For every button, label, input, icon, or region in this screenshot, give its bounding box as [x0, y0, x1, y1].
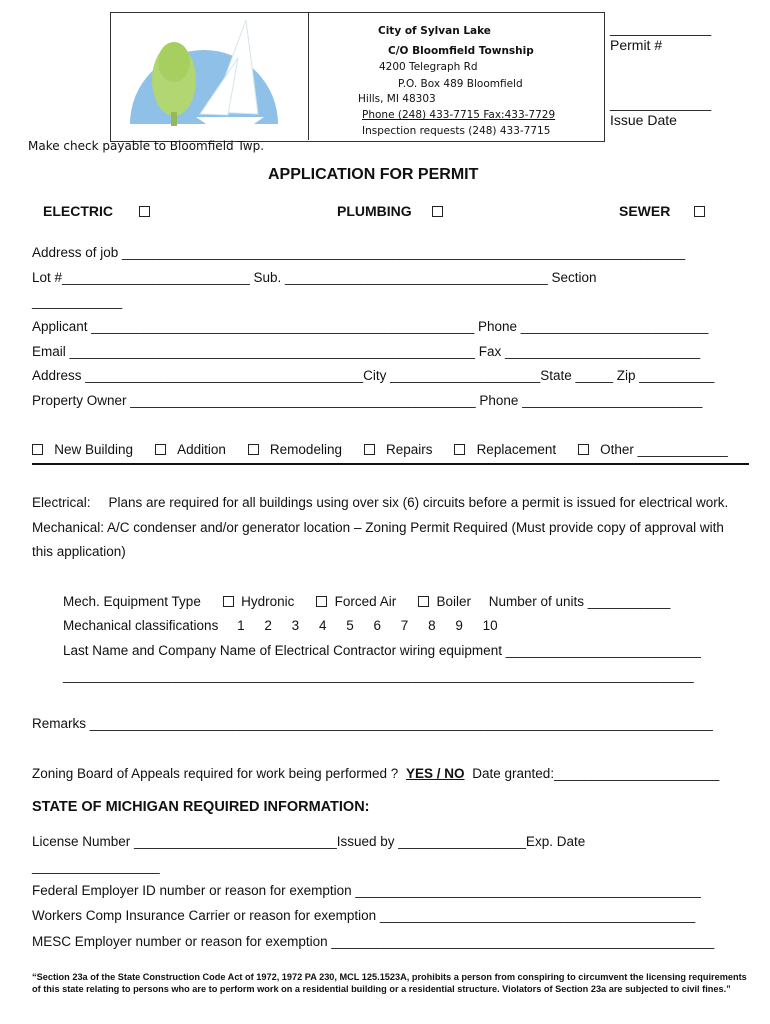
co-line: C/O Bloomfield Township [388, 45, 534, 57]
form-title: APPLICATION FOR PERMIT [268, 166, 479, 183]
section-23a-footnote: “Section 23a of the State Construction Code Act of 1972, 1972 PA 230, MCL 125.1523A, prohibits a person from conspiring to circumvent the licensing requirements of this state relating to persons who are to perform work on a residential building or a residential structure. Violators of Section 23a are subjected to civil fines.” [32, 972, 747, 994]
logo-tree-crown-top [158, 42, 190, 82]
electric-checkbox[interactable] [139, 206, 150, 217]
issue-date-label: Issue Date [610, 112, 677, 128]
type-sewer [619, 203, 705, 219]
work-addition[interactable] [155, 442, 226, 457]
address-field[interactable]: Address _____________________________________City ____________________State _____ Zip __________ [32, 368, 715, 383]
number-of-units-field[interactable]: Number of units ___________ [488, 594, 671, 609]
remodeling-checkbox[interactable] [248, 444, 259, 455]
cityline: Hills, MI 48303 [358, 93, 436, 105]
forced-air-checkbox[interactable] [316, 596, 327, 607]
addition-checkbox[interactable] [155, 444, 166, 455]
city-name: City of Sylvan Lake [378, 25, 491, 37]
zba-question: Zoning Board of Appeals required for work being performed ? [32, 766, 399, 781]
addition-label: Addition [177, 442, 226, 457]
applicant-field[interactable]: Applicant ___________________________________________________ Phone _________________________ [32, 319, 709, 334]
forced-air-label: Forced Air [334, 594, 397, 609]
hydronic-checkbox[interactable] [223, 596, 234, 607]
mechanical-note-cont: this application) [32, 544, 126, 559]
other-checkbox[interactable] [578, 444, 589, 455]
license-field[interactable]: License Number ___________________________Issued by _________________Exp. Date [32, 834, 586, 849]
type-sewer-label: SEWER [619, 203, 671, 219]
city-logo [126, 18, 284, 130]
work-type-row [32, 442, 728, 458]
class-option-4[interactable]: 4 [318, 618, 327, 633]
remarks-field[interactable]: Remarks ___________________________________________________________________________________ [32, 716, 713, 731]
street-line: 4200 Telegraph Rd [379, 61, 478, 73]
mechanical-note: Mechanical: A/C condenser and/or generator location – Zoning Permit Required (Must provide copy of approval with [32, 520, 724, 535]
payable-note: Make check payable to Bloomfield Twp. [28, 139, 265, 153]
pobox-line: P.O. Box 489 Bloomfield [398, 78, 523, 90]
repairs-label: Repairs [386, 442, 433, 457]
hydronic-label: Hydronic [241, 594, 295, 609]
type-electric [43, 203, 150, 219]
work-replacement[interactable] [454, 442, 556, 457]
boiler-label: Boiler [436, 594, 471, 609]
equipment-type-row [63, 594, 670, 610]
fein-field[interactable]: Federal Employer ID number or reason for exemption ______________________________________________ [32, 883, 701, 898]
electrical-label: Electrical: [32, 495, 91, 510]
class-option-3[interactable]: 3 [291, 618, 300, 633]
phone-line: Phone (248) 433-7715 Fax:433-7729 [362, 109, 556, 121]
class-option-2[interactable]: 2 [264, 618, 272, 633]
equipment-type-label: Mech. Equipment Type [63, 594, 201, 609]
section-rule [32, 463, 749, 465]
property-owner-field[interactable]: Property Owner ______________________________________________ Phone ________________________ [32, 393, 703, 408]
plumbing-checkbox[interactable] [432, 206, 443, 217]
work-remodeling[interactable] [248, 442, 342, 457]
type-plumbing-label: PLUMBING [337, 203, 412, 219]
permit-number-line[interactable]: _____________ [610, 20, 712, 36]
workers-comp-field[interactable]: Workers Comp Insurance Carrier or reason for exemption __________________________________________ [32, 908, 696, 923]
section-continuation-field[interactable]: ____________ [32, 294, 123, 309]
address-of-job-field[interactable]: Address of job ___________________________________________________________________________ [32, 245, 686, 260]
mechanical-classifications-row [63, 618, 498, 634]
state-section-title: STATE OF MICHIGAN REQUIRED INFORMATION: [32, 799, 370, 815]
electrical-note [32, 495, 728, 511]
classifications-label: Mechanical classifications [63, 618, 219, 633]
remodeling-label: Remodeling [269, 442, 342, 457]
new-building-label: New Building [54, 442, 134, 457]
inspection-line: Inspection requests (248) 433-7715 [362, 125, 551, 137]
permit-number-label: Permit # [610, 37, 663, 53]
mesc-field[interactable]: MESC Employer number or reason for exemption ___________________________________________________ [32, 934, 715, 949]
class-option-6[interactable]: 6 [373, 618, 382, 633]
email-field[interactable]: Email ______________________________________________________ Fax __________________________ [32, 344, 701, 359]
repairs-checkbox[interactable] [364, 444, 375, 455]
zba-yes-no[interactable]: YES / NO [405, 766, 465, 781]
work-new-building[interactable] [32, 442, 133, 457]
type-electric-label: ELECTRIC [43, 203, 113, 219]
type-plumbing [337, 203, 443, 219]
replacement-checkbox[interactable] [454, 444, 465, 455]
class-option-5[interactable]: 5 [346, 618, 354, 633]
logo-tree-trunk [171, 112, 177, 126]
other-label[interactable]: Other ____________ [600, 442, 728, 457]
electrical-contractor-field-cont[interactable]: ____________________________________________________________________________________ [63, 668, 694, 683]
class-option-8[interactable]: 8 [428, 618, 436, 633]
work-repairs[interactable] [364, 442, 433, 457]
class-option-7[interactable]: 7 [400, 618, 409, 633]
zba-row [32, 766, 719, 782]
electrical-contractor-field[interactable]: Last Name and Company Name of Electrical Contractor wiring equipment __________________________ [63, 643, 701, 658]
electrical-text: Plans are required for all buildings using over six (6) circuits before a permit is issued for electrical work. [108, 495, 729, 510]
header-divider [308, 12, 309, 140]
replacement-label: Replacement [476, 442, 557, 457]
new-building-checkbox[interactable] [32, 444, 43, 455]
class-option-1[interactable]: 1 [237, 618, 245, 633]
issue-date-line[interactable]: _____________ [610, 95, 712, 111]
work-other[interactable] [578, 442, 728, 457]
zba-date-granted-field[interactable]: Date granted:______________________ [472, 766, 720, 781]
exp-date-field[interactable]: _________________ [32, 859, 160, 874]
class-option-9[interactable]: 9 [455, 618, 463, 633]
lot-sub-section-field[interactable]: Lot #_________________________ Sub. ___________________________________ Section [32, 270, 597, 285]
boiler-checkbox[interactable] [418, 596, 429, 607]
logo-hull [196, 117, 264, 124]
sewer-checkbox[interactable] [694, 206, 705, 217]
class-option-10[interactable]: 10 [482, 618, 498, 633]
